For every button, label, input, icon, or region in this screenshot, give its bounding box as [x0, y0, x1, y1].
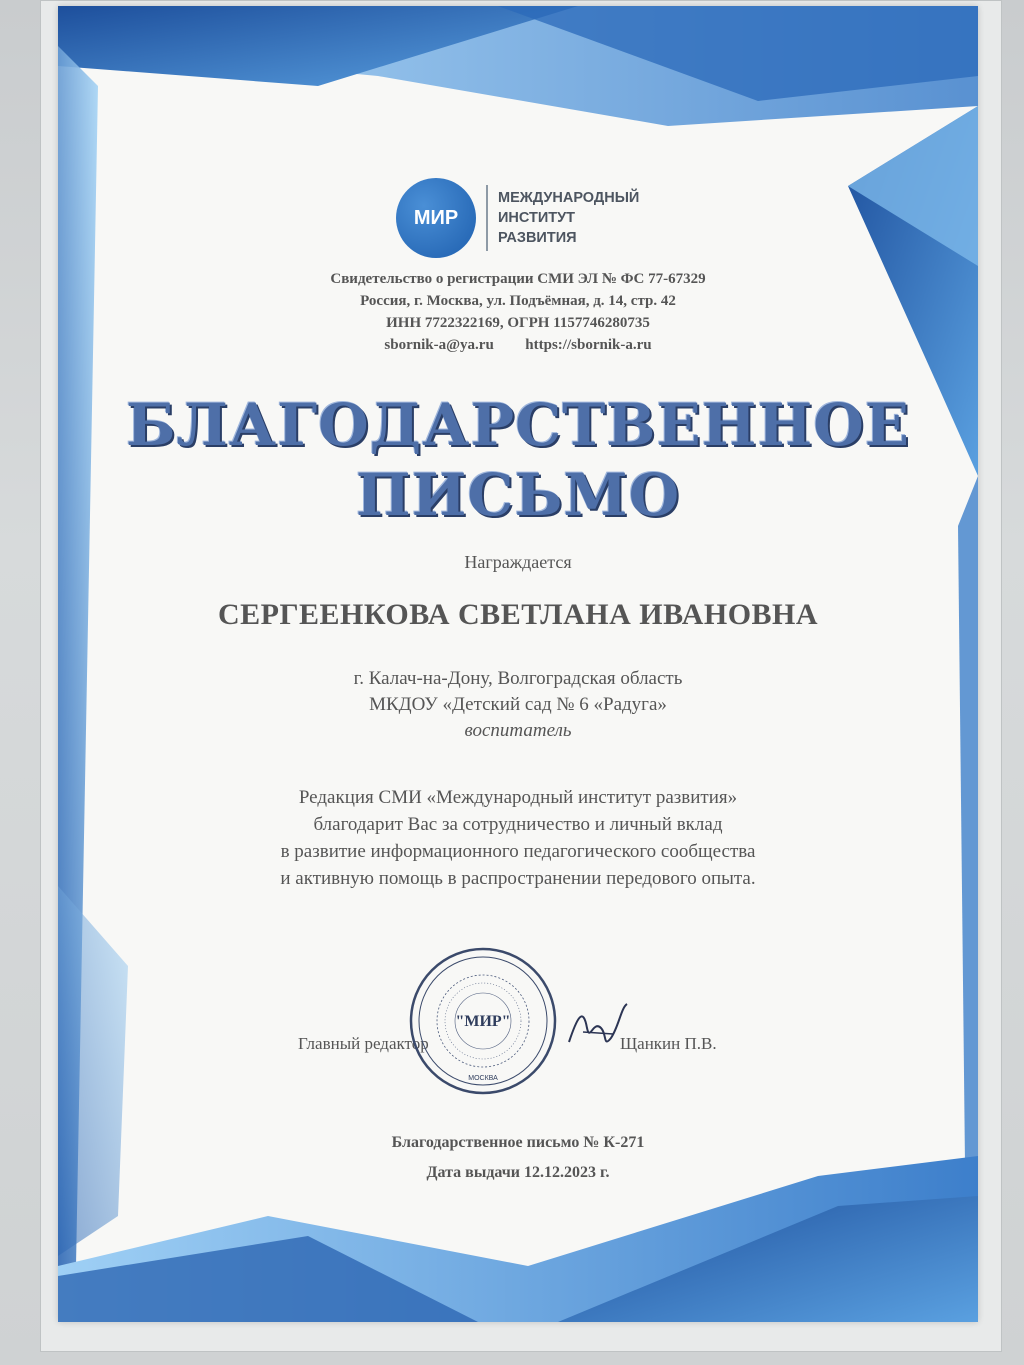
gratitude-line-3: в развитие информационного педагогического сообщества — [280, 841, 756, 862]
title-line-2: ПИСЬМО — [355, 461, 681, 529]
stamp-city-text: МОСКВА — [468, 1075, 498, 1082]
institute-logo — [396, 178, 639, 258]
gratitude-line-1: Редакция СМИ «Международный институт развития» — [298, 787, 738, 808]
recipient-position: воспитатель — [464, 720, 572, 741]
stamp-center-text: "МИР" — [455, 1013, 511, 1030]
gratitude-line-4: и активную помощь в распространении передового опыта. — [280, 868, 756, 889]
recipient-name: СЕРГЕЕНКОВА СВЕТЛАНА ИВАНОВНА — [217, 598, 819, 631]
recipient-location: г. Калач-на-Дону, Волгоградская область — [353, 668, 683, 689]
logo-line-1: МЕЖДУНАРОДНЫЙ — [498, 190, 640, 206]
certificate-sheet — [58, 6, 978, 1322]
logo-line-3: РАЗВИТИЯ — [498, 230, 577, 246]
logo-circle: МИР — [396, 178, 476, 258]
editor-name: Щанкин П.В. — [620, 1034, 717, 1053]
registration-line-2: Россия, г. Москва, ул. Подъёмная, д. 14, стр. 42 — [360, 293, 676, 309]
recipient-organization: МКДОУ «Детский сад № 6 «Радуга» — [369, 694, 667, 715]
logo-divider — [486, 185, 488, 251]
certificate-number: Благодарственное письмо № К-271 — [391, 1134, 645, 1151]
gratitude-line-2: благодарит Вас за сотрудничество и личный вклад — [313, 814, 723, 835]
registration-email: sbornik-a@ya.ru — [384, 337, 494, 353]
issue-date: Дата выдачи 12.12.2023 г. — [426, 1164, 610, 1181]
gratitude-text — [58, 784, 978, 892]
awarded-label: Награждается — [464, 552, 572, 572]
registration-url: https://sbornik-a.ru — [525, 337, 652, 353]
registration-line-3: ИНН 7722322169, ОГРН 1157746280735 — [386, 315, 650, 331]
official-stamp — [408, 946, 558, 1096]
title-line-1: БЛАГОДАРСТВЕННОЕ — [126, 391, 910, 459]
registration-line-1: Свидетельство о регистрации СМИ ЭЛ № ФС 77-67329 — [330, 271, 706, 287]
registration-info — [58, 268, 978, 356]
registration-contacts — [58, 334, 978, 356]
logo-text — [498, 188, 639, 248]
recipient-info — [58, 666, 978, 744]
certificate-footer — [58, 1128, 978, 1188]
logo-line-2: ИНСТИТУТ — [498, 210, 576, 226]
signature-role: Главный редактор — [298, 1034, 429, 1053]
certificate-title — [58, 390, 978, 530]
